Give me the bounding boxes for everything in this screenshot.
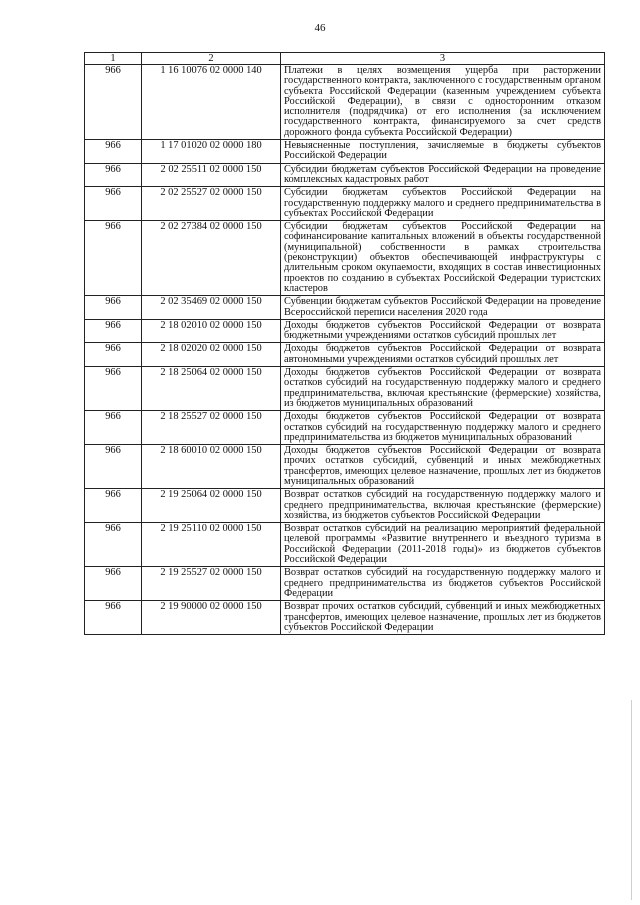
revenue-description-cell: Возврат остатков субсидий на реализацию мероприятий федеральной целевой программы «Развитие внутреннего и въездного туризма в Российской Федерации (2011-2018 годы)» из бюджетов субъектов Российской Федерации — [281, 523, 605, 567]
budget-classification-code-cell: 2 02 25511 02 0000 150 — [142, 163, 281, 187]
revenue-description-cell: Доходы бюджетов субъектов Российской Федерации от возврата остатков субсидий на государственную поддержку малого и среднего предпринимательства, включая крестьянские (фермерские) хозяйства, из бюджетов муниципальных образований — [281, 367, 605, 411]
revenue-description-cell: Доходы бюджетов субъектов Российской Федерации от возврата автономными учреждениями остатков субсидий прошлых лет — [281, 343, 605, 367]
revenue-description-cell: Невыясненные поступления, зачисляемые в бюджеты субъектов Российской Федерации — [281, 140, 605, 164]
budget-classification-code-cell: 2 19 90000 02 0000 150 — [142, 601, 281, 635]
budget-classification-code-cell: 2 19 25110 02 0000 150 — [142, 523, 281, 567]
table-row — [85, 601, 605, 635]
table-row — [85, 445, 605, 489]
budget-classification-code-cell: 2 18 25527 02 0000 150 — [142, 411, 281, 445]
table-row — [85, 411, 605, 445]
revenue-description-cell: Субсидии бюджетам субъектов Российской Федерации на проведение комплексных кадастровых работ — [281, 163, 605, 187]
revenue-classification-table — [84, 52, 605, 635]
admin-code-cell: 966 — [85, 567, 142, 601]
budget-classification-code-cell: 2 02 35469 02 0000 150 — [142, 296, 281, 320]
budget-classification-code-cell: 2 02 27384 02 0000 150 — [142, 221, 281, 296]
table-row — [85, 523, 605, 567]
budget-classification-code-cell: 2 19 25064 02 0000 150 — [142, 489, 281, 523]
scan-edge-line — [631, 700, 632, 900]
revenue-description-cell: Платежи в целях возмещения ущерба при расторжении государственного контракта, заключенного с государственным органом субъекта Российской Федерации (казенным учреждением субъекта Российской Федерации), в связи с односторонним отказом исполнителя (подрядчика) от его исполнения (за исключением государственного контракта, финансируемого за счет средств дорожного фонда субъекта Российской Федерации) — [281, 65, 605, 140]
column-header-3: 3 — [281, 53, 605, 65]
admin-code-cell: 966 — [85, 523, 142, 567]
budget-classification-code-cell: 1 16 10076 02 0000 140 — [142, 65, 281, 140]
table-row — [85, 65, 605, 140]
admin-code-cell: 966 — [85, 65, 142, 140]
budget-classification-code-cell: 2 18 02020 02 0000 150 — [142, 343, 281, 367]
revenue-description-cell: Возврат прочих остатков субсидий, субвенций и иных межбюджетных трансфертов, имеющих целевое назначение, прошлых лет из бюджетов субъектов Российской Федерации — [281, 601, 605, 635]
revenue-description-cell: Субсидии бюджетам субъектов Российской Федерации на софинансирование капитальных вложений в объекты государственной (муниципальной) собственности в рамках строительства (реконструкции) объектов обеспечивающей инфраструктуры с длительным сроком окупаемости, входящих в состав инвестиционных проектов по созданию в субъектах Российской Федерации туристских кластеров — [281, 221, 605, 296]
table-row — [85, 489, 605, 523]
budget-classification-code-cell: 2 18 60010 02 0000 150 — [142, 445, 281, 489]
budget-classification-code-cell: 1 17 01020 02 0000 180 — [142, 140, 281, 164]
revenue-description-cell: Доходы бюджетов субъектов Российской Федерации от возврата бюджетными учреждениями остатков субсидий прошлых лет — [281, 319, 605, 343]
admin-code-cell: 966 — [85, 343, 142, 367]
table-row — [85, 367, 605, 411]
admin-code-cell: 966 — [85, 296, 142, 320]
revenue-description-cell: Доходы бюджетов субъектов Российской Федерации от возврата остатков субсидий на государственную поддержку малого и среднего предпринимательства из бюджетов муниципальных образований — [281, 411, 605, 445]
admin-code-cell: 966 — [85, 221, 142, 296]
revenue-description-cell: Субсидии бюджетам субъектов Российской Федерации на государственную поддержку малого и среднего предпринимательства в субъектах Российской Федерации — [281, 187, 605, 221]
admin-code-cell: 966 — [85, 140, 142, 164]
table-row — [85, 163, 605, 187]
table-row — [85, 187, 605, 221]
table-row — [85, 140, 605, 164]
budget-classification-code-cell: 2 18 02010 02 0000 150 — [142, 319, 281, 343]
admin-code-cell: 966 — [85, 367, 142, 411]
budget-classification-code-cell: 2 18 25064 02 0000 150 — [142, 367, 281, 411]
admin-code-cell: 966 — [85, 489, 142, 523]
table-header-row — [85, 53, 605, 65]
admin-code-cell: 966 — [85, 601, 142, 635]
table-row — [85, 319, 605, 343]
table-body — [85, 65, 605, 635]
admin-code-cell: 966 — [85, 163, 142, 187]
admin-code-cell: 966 — [85, 187, 142, 221]
admin-code-cell: 966 — [85, 411, 142, 445]
revenue-description-cell: Возврат остатков субсидий на государственную поддержку малого и среднего предпринимательства из бюджетов субъектов Российской Федерации — [281, 567, 605, 601]
column-header-2: 2 — [142, 53, 281, 65]
revenue-description-cell: Возврат остатков субсидий на государственную поддержку малого и среднего предпринимательства, включая крестьянские (фермерские) хозяйства, из бюджетов субъектов Российской Федерации — [281, 489, 605, 523]
budget-classification-code-cell: 2 19 25527 02 0000 150 — [142, 567, 281, 601]
admin-code-cell: 966 — [85, 319, 142, 343]
table-row — [85, 343, 605, 367]
revenue-description-cell: Доходы бюджетов субъектов Российской Федерации от возврата прочих остатков субсидий, субвенций и иных межбюджетных трансфертов, имеющих целевое назначение, прошлых лет из бюджетов муниципальных образований — [281, 445, 605, 489]
table-row — [85, 567, 605, 601]
revenue-description-cell: Субвенции бюджетам субъектов Российской Федерации на проведение Всероссийской переписи населения 2020 года — [281, 296, 605, 320]
table-row — [85, 296, 605, 320]
budget-classification-code-cell: 2 02 25527 02 0000 150 — [142, 187, 281, 221]
table-row — [85, 221, 605, 296]
column-header-1: 1 — [85, 53, 142, 65]
admin-code-cell: 966 — [85, 445, 142, 489]
page-number: 46 — [314, 22, 326, 34]
